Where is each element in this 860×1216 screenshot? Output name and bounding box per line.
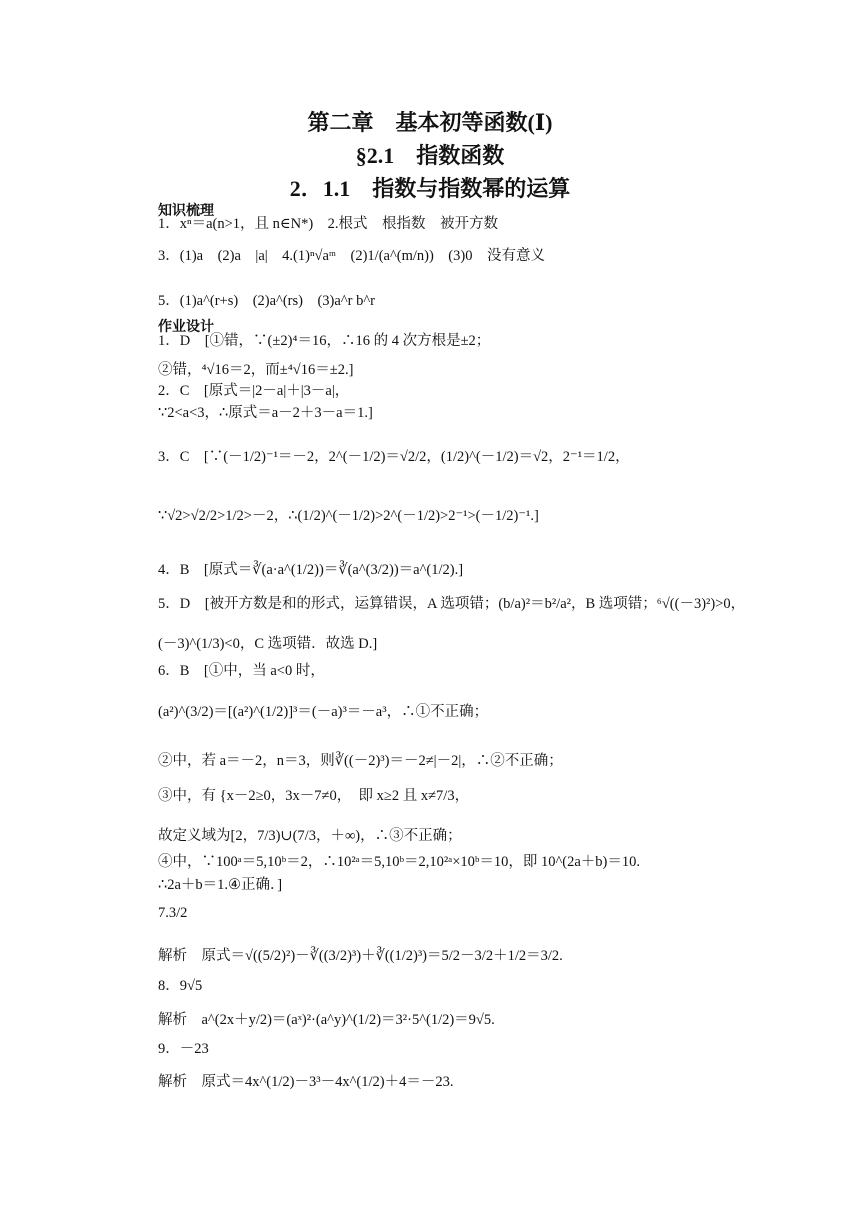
knowledge-line-1-text: 1．xⁿ＝a(n>1，且 n∈N*) 2.根式 根指数 被开方数	[158, 216, 499, 232]
homework-heading: 作业设计	[158, 320, 214, 335]
answer-line: 3．C [∵(－1/2)⁻¹＝－2，2^(－1/2)＝√2/2，(1/2)^(－1/2)＝√2，2⁻¹＝1/2，	[158, 449, 630, 465]
subsection-title: 2．1.1 指数与指数幂的运算	[289, 176, 571, 201]
answer-line: 故定义域为[2，7/3)∪(7/3，＋∞)，∴③不正确；	[158, 828, 462, 844]
answer-line: 9．－23	[158, 1041, 209, 1057]
answer-line: 4．B [原式＝∛(a·a^(1/2))＝∛(a^(3/2))＝a^(1/2).]	[158, 562, 464, 578]
answer-line: ∵√2>√2/2>1/2>－2，∴(1/2)^(－1/2)>2^(－1/2)>2⁻¹>(－1/2)⁻¹.]	[158, 508, 539, 524]
answer-line: ∴2a＋b＝1.④正确．]	[158, 877, 283, 893]
answer-line: 7.3/2	[158, 905, 188, 921]
answer-line: ∵2<a<3，∴原式＝a－2＋3－a＝1.]	[158, 405, 373, 421]
answer-line: ②中，若 a＝－2，n＝3，则∛((－2)³)＝－2≠|－2|，∴②不正确；	[158, 753, 563, 769]
answer-line: 5．D [被开方数是和的形式，运算错误，A 选项错；(b/a)²＝b²/a²，B 选项错；⁶√((－3)²)>0，	[158, 596, 746, 612]
answer-line: ②错，⁴√16＝2，而±⁴√16＝±2.]	[158, 362, 354, 378]
answer-line: 解析 原式＝4x^(1/2)－3³－4x^(1/2)＋4＝－23.	[158, 1074, 454, 1090]
answer-line: 8．9√5	[158, 978, 203, 994]
knowledge-line-3	[158, 291, 375, 311]
answer-line: ④中，∵100ᵃ＝5,10ᵇ＝2，∴10²ᵃ＝5,10ᵇ＝2,10²ᵃ×10ᵇ＝10，即 10^(2a＋b)＝10.	[158, 854, 641, 870]
knowledge-heading: 知识梳理	[158, 204, 214, 219]
section-title: §2.1 指数函数	[355, 143, 505, 168]
knowledge-line-1	[158, 214, 498, 234]
answer-line: (－3)^(1/3)<0，C 选项错．故选 D.]	[158, 636, 378, 652]
answer-line: ③中，有 {x－2≥0，3x－7≠0， 即 x≥2 且 x≠7/3，	[158, 788, 470, 804]
answer-line: 解析 原式＝√((5/2)²)－∛((3/2)³)＋∛((1/2)³)＝5/2－3/2＋1/2＝3/2.	[158, 948, 563, 964]
chapter-title: 第二章 基本初等函数(Ⅰ)	[307, 110, 553, 135]
answer-line: 解析 a^(2x＋y/2)＝(aˣ)²·(a^y)^(1/2)＝3²·5^(1/2)＝9√5.	[158, 1012, 495, 1028]
knowledge-line-2-text: 3．(1)a (2)a |a| 4.(1)ⁿ√aᵐ (2)1/(a^(m/n)) (3)0 没有意义	[158, 248, 545, 264]
answer-line: 1．D [①错，∵(±2)⁴＝16，∴16 的 4 次方根是±2；	[158, 333, 491, 349]
knowledge-line-3-text: 5．(1)a^(r+s) (2)a^(rs) (3)a^r b^r	[158, 293, 375, 309]
answer-line: 6．B [①中，当 a<0 时，	[158, 663, 325, 679]
answer-line: 2．C [原式＝|2－a|＋|3－a|，	[158, 383, 350, 399]
knowledge-line-2	[158, 246, 545, 266]
answer-line: (a²)^(3/2)＝[(a²)^(1/2)]³＝(－a)³＝－a³，∴①不正确；	[158, 704, 489, 720]
